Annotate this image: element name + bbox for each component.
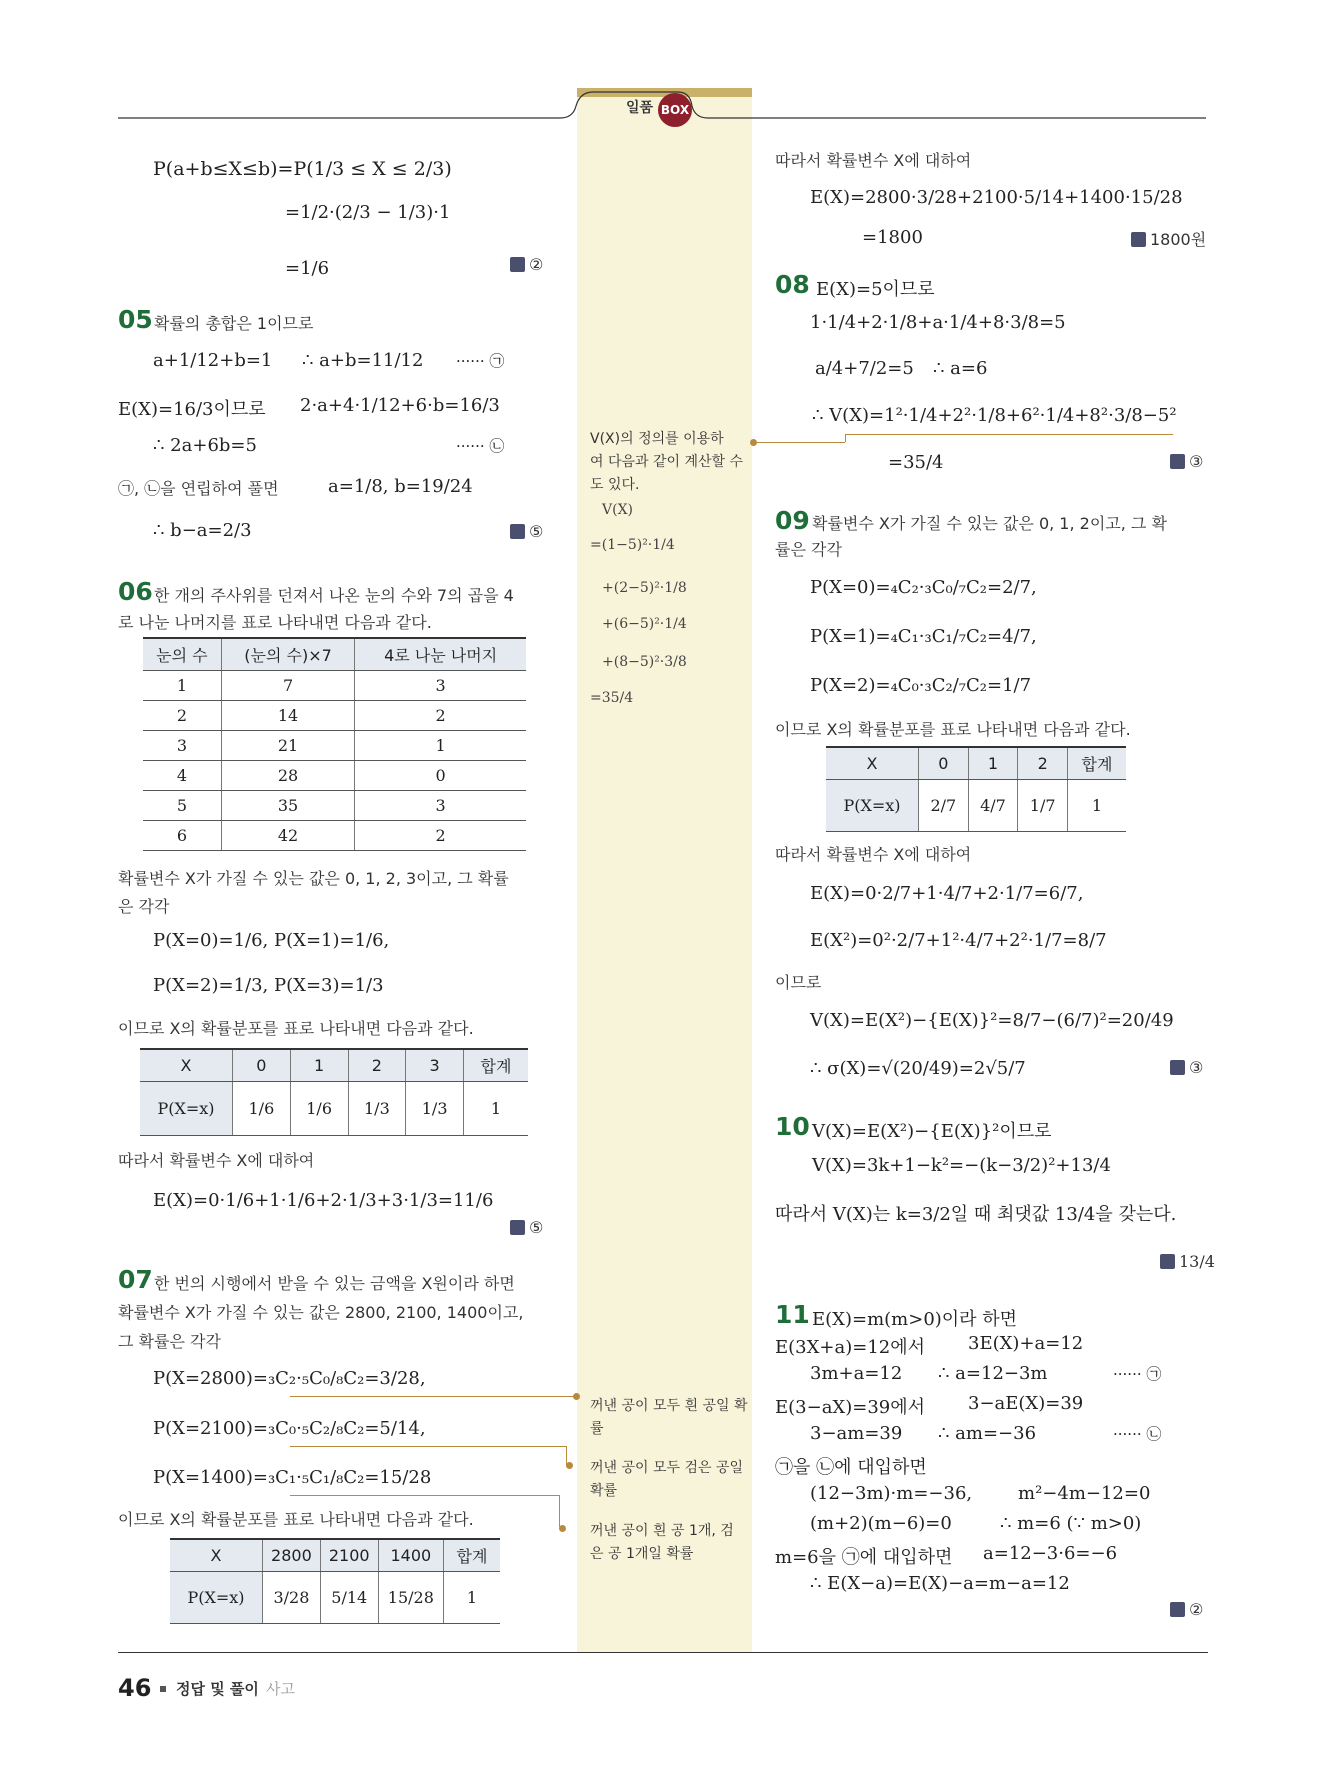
side-note-mixed — [590, 1520, 734, 1566]
c07-e1: E(X)=2800·3/28+2100·5/14+1400·15/28 — [810, 187, 1183, 208]
answer-09: ③ — [1170, 1058, 1203, 1077]
side-calc-6: =35/4 — [590, 690, 634, 706]
table-header: 합계 — [464, 1049, 529, 1081]
p11-l10: ∴ E(X−a)=E(X)−a=m−a=12 — [810, 1573, 1070, 1594]
p05-mark1: ······ ㉠ — [456, 352, 505, 370]
table-header: 0 — [233, 1049, 291, 1081]
problem-11-number: 11 — [775, 1300, 810, 1329]
p06-t2: 은 각각 — [118, 897, 170, 916]
p11-l2a: E(3X+a)=12에서 — [775, 1337, 926, 1358]
p08-e1: 1·1/4+2·1/8+a·1/4+8·3/8=5 — [810, 312, 1066, 333]
p10-e1: V(X)=E(X²)−{E(X)}²이므로 — [812, 1121, 1052, 1142]
table-cell: 3 — [143, 730, 221, 760]
p05-eq1b: ∴ a+b=11/12 — [302, 350, 424, 371]
p11-l4b: 3−aE(X)=39 — [968, 1393, 1084, 1414]
note-line: 확률 — [590, 1483, 618, 1499]
connector-dot — [559, 1525, 566, 1532]
table-cell: 15/28 — [378, 1571, 443, 1623]
p07-p2: P(X=2100)=₃C₀·₅C₂/₈C₂=5/14, — [153, 1418, 426, 1439]
p09-t3: 이므로 — [775, 973, 822, 992]
p06-table-remainder — [143, 637, 526, 851]
p05-mark2: ······ ㉡ — [456, 437, 505, 455]
p07-table-distribution — [170, 1538, 500, 1624]
p05-eq4b: a=1/8, b=19/24 — [328, 476, 473, 497]
table-cell: 1/6 — [290, 1081, 348, 1135]
connector-line — [290, 1446, 567, 1447]
table-row-label: P(X=x) — [140, 1081, 233, 1135]
answer-icon — [510, 524, 525, 539]
table-cell: 1 — [1068, 779, 1127, 831]
p06-p1: P(X=0)=1/6, P(X=1)=1/6, — [153, 930, 390, 951]
p08-e2a: a/4+7/2=5 — [815, 358, 914, 379]
side-calc-4: +(6−5)²·1/4 — [602, 616, 687, 632]
table-header: 눈의 수 — [143, 638, 221, 670]
problem-05-number: 05 — [118, 305, 153, 334]
answer-06: ⑤ — [510, 1218, 543, 1237]
p06-t3: 이므로 X의 확률분포를 표로 나타내면 다음과 같다. — [118, 1019, 474, 1038]
side-note-variance — [590, 428, 743, 497]
p05-eq1: a+1/12+b=1 — [153, 350, 273, 371]
p06-table-distribution — [140, 1048, 528, 1136]
table-header: 2 — [1018, 747, 1068, 779]
side-calc-2: =(1−5)²·1/4 — [590, 537, 675, 553]
p08-e3: ∴ V(X)=1²·1/4+2²·1/8+6²·1/4+8²·3/8−5² — [812, 405, 1177, 426]
p11-l9a: m=6을 ㉠에 대입하면 — [775, 1547, 953, 1568]
table-header: 1 — [290, 1049, 348, 1081]
table-cell: 35 — [221, 790, 354, 820]
table-row-label: P(X=x) — [826, 779, 919, 831]
table-cell: 21 — [221, 730, 354, 760]
answer-11: ② — [1170, 1600, 1203, 1619]
table-cell: 3 — [355, 670, 526, 700]
note-line: 꺼낸 공이 흰 공 1개, 검 — [590, 1523, 734, 1539]
connector-line — [290, 1396, 575, 1397]
side-calc-5: +(8−5)²·3/8 — [602, 654, 687, 670]
p08-e4: =35/4 — [888, 452, 944, 473]
note-line: 꺼낸 공이 모두 검은 공일 — [590, 1460, 744, 1476]
p10-e2: V(X)=3k+1−k²=−(k−3/2)²+13/4 — [812, 1155, 1111, 1176]
p11-l3a: 3m+a=12 — [810, 1363, 903, 1384]
table-cell: 3/28 — [263, 1571, 321, 1623]
p11-l8b: ∴ m=6 (∵ m>0) — [1000, 1513, 1142, 1534]
table-header: 합계 — [444, 1539, 501, 1571]
p05-eq3: ∴ 2a+6b=5 — [153, 435, 257, 456]
p11-l7b: m²−4m−12=0 — [1018, 1483, 1151, 1504]
connector-dot — [573, 1393, 580, 1400]
table-header: X — [826, 747, 919, 779]
note-line: 꺼낸 공이 모두 흰 공일 확 — [590, 1398, 748, 1414]
table-header: 2100 — [320, 1539, 378, 1571]
problem-08-number: 08 — [775, 270, 810, 299]
answer-icon — [1170, 1602, 1185, 1617]
p07-intro3: 그 확률은 각각 — [118, 1332, 221, 1351]
table-cell: 1/3 — [406, 1081, 464, 1135]
problem-10-number: 10 — [775, 1112, 810, 1141]
problem-07-number: 07 — [118, 1265, 153, 1294]
p05-eq4a: ㉠, ㉡을 연립하여 풀면 — [118, 479, 279, 498]
p05-intro: 확률의 총합은 1이므로 — [154, 314, 314, 333]
p05-eq2a: E(X)=16/3이므로 — [118, 399, 266, 420]
table-header: 1 — [968, 747, 1018, 779]
p09-table-distribution — [826, 746, 1126, 832]
p10-t: 따라서 V(X)는 k=3/2일 때 최댓값 13/4을 갖는다. — [775, 1204, 1177, 1225]
p06-p2: P(X=2)=1/3, P(X=3)=1/3 — [153, 975, 384, 996]
table-cell: 2/7 — [919, 779, 969, 831]
footer-bullet-icon — [160, 1686, 166, 1692]
answer-icon — [510, 1220, 525, 1235]
p09-p1: P(X=1)=₄C₁·₃C₁/₇C₂=4/7, — [810, 626, 1037, 647]
answer-08: ③ — [1170, 452, 1203, 471]
table-row-label: P(X=x) — [170, 1571, 263, 1623]
p06-t4: 따라서 확률변수 X에 대하여 — [118, 1151, 315, 1170]
page-number: 46 — [118, 1674, 152, 1702]
answer-prev: ② — [510, 255, 543, 274]
note-line: 은 공 1개일 확률 — [590, 1546, 694, 1562]
table-cell: 1/3 — [348, 1081, 406, 1135]
table-cell: 2 — [143, 700, 221, 730]
footer-rule — [118, 1652, 1208, 1653]
p09-p2: P(X=2)=₄C₀·₃C₂/₇C₂=1/7 — [810, 675, 1032, 696]
table-header: 4로 나눈 나머지 — [355, 638, 526, 670]
prev-eq-1: P(a+b≤X≤b)=P(1/3 ≤ X ≤ 2/3) — [153, 158, 452, 180]
p07-intro1: 한 번의 시행에서 받을 수 있는 금액을 X원이라 하면 — [154, 1274, 515, 1293]
connector-line — [845, 434, 846, 442]
answer-07: 1800원 — [1131, 227, 1206, 250]
table-cell: 5 — [143, 790, 221, 820]
p09-e1: E(X)=0·2/7+1·4/7+2·1/7=6/7, — [810, 883, 1084, 904]
side-calc-1: V(X) — [602, 502, 634, 518]
answer-icon — [1170, 454, 1185, 469]
table-cell: 28 — [221, 760, 354, 790]
problem-06-number: 06 — [118, 577, 153, 606]
answer-05: ⑤ — [510, 522, 543, 541]
table-cell: 2 — [355, 820, 526, 850]
p09-p0: P(X=0)=₄C₂·₃C₀/₇C₂=2/7, — [810, 577, 1037, 598]
p06-e: E(X)=0·1/6+1·1/6+2·1/3+3·1/3=11/6 — [153, 1190, 494, 1211]
p07-p1: P(X=2800)=₃C₂·₅C₀/₈C₂=3/28, — [153, 1368, 426, 1389]
table-cell: 1 — [464, 1081, 529, 1135]
footer-watermark: 사고 — [266, 1680, 295, 1698]
prev-eq-2: =1/2·(2/3 − 1/3)·1 — [285, 202, 451, 223]
table-cell: 6 — [143, 820, 221, 850]
connector-line — [845, 434, 1173, 435]
p11-l9b: a=12−3·6=−6 — [983, 1543, 1118, 1564]
prev-eq-3: =1/6 — [285, 258, 330, 279]
c07-e2: =1800 — [862, 227, 923, 248]
note-line: V(X)의 정의를 이용하 — [590, 431, 724, 447]
footer-label: 정답 및 풀이 — [176, 1680, 259, 1698]
note-line: 률 — [590, 1421, 604, 1437]
p11-l5b: ∴ am=−36 — [938, 1423, 1037, 1444]
table-cell: 2 — [355, 700, 526, 730]
table-cell: 4 — [143, 760, 221, 790]
table-header: 3 — [406, 1049, 464, 1081]
table-cell: 14 — [221, 700, 354, 730]
p09-t: 이므로 X의 확률분포를 표로 나타내면 다음과 같다. — [775, 720, 1131, 739]
answer-10: 13/4 — [1160, 1252, 1215, 1271]
table-header: X — [170, 1539, 263, 1571]
p11-l5a: 3−am=39 — [810, 1423, 903, 1444]
table-cell: 1/7 — [1018, 779, 1068, 831]
table-cell: 1 — [355, 730, 526, 760]
p09-e3: V(X)=E(X²)−{E(X)}²=8/7−(6/7)²=20/49 — [810, 1010, 1174, 1031]
table-header: 0 — [919, 747, 969, 779]
table-header: 1400 — [378, 1539, 443, 1571]
table-cell: 42 — [221, 820, 354, 850]
p08-intro: E(X)=5이므로 — [816, 279, 935, 300]
p11-l2b: 3E(X)+a=12 — [968, 1333, 1084, 1354]
note-line: 여 다음과 같이 계산할 수 — [590, 454, 744, 470]
p09-e4: ∴ σ(X)=√(20/49)=2√5/7 — [810, 1058, 1026, 1079]
p09-intro1: 확률변수 X가 가질 수 있는 값은 0, 1, 2이고, 그 확 — [812, 514, 1167, 533]
p09-e2: E(X²)=0²·2/7+1²·4/7+2²·1/7=8/7 — [810, 930, 1107, 951]
p07-t: 이므로 X의 확률분포를 표로 나타내면 다음과 같다. — [118, 1510, 474, 1529]
table-cell: 1 — [143, 670, 221, 700]
problem-09-number: 09 — [775, 506, 810, 535]
p11-mark1: ······ ㉠ — [1113, 1365, 1162, 1383]
p06-intro2: 로 나눈 나머지를 표로 나타내면 다음과 같다. — [118, 613, 432, 632]
table-cell: 1/6 — [233, 1081, 291, 1135]
table-header: X — [140, 1049, 233, 1081]
p11-l6: ㉠을 ㉡에 대입하면 — [775, 1457, 927, 1478]
p11-mark2: ······ ㉡ — [1113, 1425, 1162, 1443]
table-cell: 4/7 — [968, 779, 1018, 831]
connector-dot — [566, 1462, 573, 1469]
p07-p3: P(X=1400)=₃C₁·₅C₁/₈C₂=15/28 — [153, 1467, 432, 1488]
p09-intro2: 률은 각각 — [775, 540, 842, 559]
answer-icon — [510, 257, 525, 272]
answer-icon — [1170, 1060, 1185, 1075]
note-line: 도 있다. — [590, 477, 640, 493]
connector-line — [559, 1495, 560, 1527]
p11-l8a: (m+2)(m−6)=0 — [810, 1513, 952, 1534]
connector-dot — [750, 439, 757, 446]
table-header: 합계 — [1068, 747, 1127, 779]
p05-eq2b: 2·a+4·1/12+6·b=16/3 — [300, 395, 500, 416]
p11-l3b: ∴ a=12−3m — [938, 1363, 1048, 1384]
header-badge-box: BOX — [658, 93, 692, 127]
table-cell: 0 — [355, 760, 526, 790]
side-calc-3: +(2−5)²·1/8 — [602, 580, 687, 596]
table-cell: 5/14 — [320, 1571, 378, 1623]
p06-t1: 확률변수 X가 가질 수 있는 값은 0, 1, 2, 3이고, 그 확률 — [118, 869, 509, 888]
table-cell: 1 — [444, 1571, 501, 1623]
c07-t: 따라서 확률변수 X에 대하여 — [775, 151, 972, 170]
p09-t2: 따라서 확률변수 X에 대하여 — [775, 845, 972, 864]
p11-l1: E(X)=m(m>0)이라 하면 — [812, 1309, 1018, 1330]
p07-intro2: 확률변수 X가 가질 수 있는 값은 2800, 2100, 1400이고, — [118, 1303, 524, 1322]
connector-line — [757, 442, 845, 443]
table-cell: 3 — [355, 790, 526, 820]
table-header: 2 — [348, 1049, 406, 1081]
table-cell: 7 — [221, 670, 354, 700]
side-note-black — [590, 1457, 743, 1503]
answer-icon — [1131, 232, 1146, 247]
header-badge-label: 일품 — [626, 100, 654, 116]
p11-l7a: (12−3m)·m=−36, — [810, 1483, 973, 1504]
table-header: 2800 — [263, 1539, 321, 1571]
p11-l4a: E(3−aX)=39에서 — [775, 1397, 926, 1418]
answer-icon — [1160, 1254, 1175, 1269]
connector-line — [290, 1495, 560, 1496]
side-note-white — [590, 1395, 748, 1441]
p06-intro1: 한 개의 주사위를 던져서 나온 눈의 수와 7의 곱을 4 — [154, 586, 514, 605]
p08-e2b: ∴ a=6 — [933, 358, 988, 379]
table-header: (눈의 수)×7 — [221, 638, 354, 670]
p05-eq5: ∴ b−a=2/3 — [153, 520, 252, 541]
